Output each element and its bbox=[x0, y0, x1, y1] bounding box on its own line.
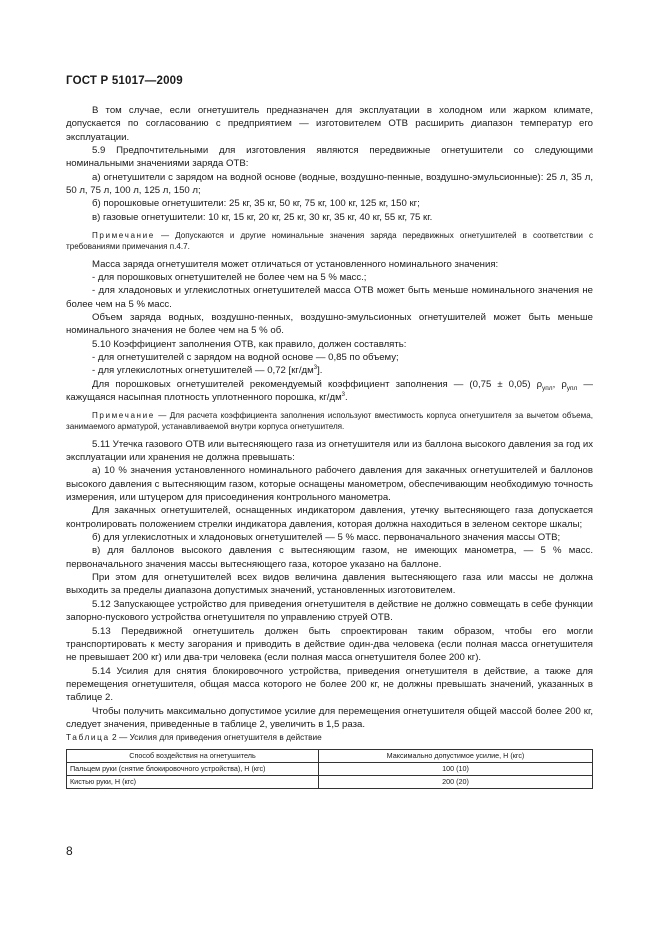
list-item: - для хладоновых и углекислотных огнетушителей масса ОТВ может быть меньше номинального значения не более чем на 5 % масс. bbox=[66, 285, 593, 310]
table-cell: 100 (10) bbox=[319, 762, 593, 775]
list-item-a: а) огнетушители с зарядом на водной основе (водные, воздушно-пенные, воздушно-эмульсионные): 25 л, 35 л, 50 л, 75 л, 100 л, 125 л, 150 л; bbox=[66, 171, 593, 197]
list-item bbox=[66, 364, 593, 377]
list-item-c: в) для баллонов высокого давления с вытесняющим газом, не имеющих манометра, — 5 % масс. первоначального значения массы вытесняющего газа, которое указано на баллоне. bbox=[66, 545, 593, 570]
section-5-11: 5.11 Утечка газового ОТВ или вытесняющего газа из огнетушителя или из баллона высокого давления за год их эксплуатации или хранения не должна превышать: bbox=[66, 438, 593, 464]
text-run: Для порошковых огнетушителей рекомендуемый коэффициент заполнения — (0,75 ± 0,05) ρ bbox=[92, 378, 543, 390]
paragraph: Чтобы получить максимально допустимое усилие для перемещения огнетушителя общей массой более 200 кг, следует значения, приведенные в таблице 2, увеличить в 1,5 раза. bbox=[66, 705, 593, 730]
paragraph: При этом для огнетушителей всех видов величина давления вытесняющего газа или массы не должна выходить за пределы диапазона допустимых значений, установленных изготовителем. bbox=[66, 572, 593, 597]
paragraph: Масса заряда огнетушителя может отличаться от установленного номинального значения: bbox=[92, 258, 499, 270]
note bbox=[66, 410, 593, 432]
subscript: упл bbox=[542, 384, 553, 392]
list-item: - для огнетушителей с зарядом на водной основе — 0,85 по объему; bbox=[92, 351, 399, 363]
paragraph: В том случае, если огнетушитель предназначен для эксплуатации в холодном или жарком климате, допускается по согласованию с предприятием — изготовителем ОТВ расширить диапазон температур его эксплуатации. bbox=[66, 105, 593, 143]
table-header-cell: Способ воздействия на огнетушитель bbox=[67, 749, 319, 762]
list-item-a: а) 10 % значения установленного номинального рабочего давления для закачных огнетушителей и баллонов высокого давления с вытесняющим газом, которые оснащены манометром, обеспечивающим необходимую точность измерения, или штуцером для присоединения контрольного манометра. bbox=[66, 465, 593, 504]
table-cell: Пальцем руки (снятие блокировочного устройства), Н (кгс) bbox=[67, 762, 319, 775]
table-caption-text: — Усилия для приведения огнетушителя в действие bbox=[116, 732, 322, 743]
note-label: Примечание bbox=[92, 231, 155, 241]
section-5-9: 5.9 Предпочтительными для изготовления являются передвижные огнетушители со следующими номинальными значениями заряда ОТВ: bbox=[66, 145, 593, 170]
note bbox=[66, 230, 593, 252]
text-run: ]. bbox=[317, 365, 323, 377]
paragraph bbox=[66, 378, 593, 405]
section-5-10: 5.10 Коэффициент заполнения ОТВ, как правило, должен составлять: bbox=[92, 338, 407, 350]
table-row bbox=[67, 775, 593, 788]
superscript: 3 bbox=[341, 391, 346, 398]
list-item-b: б) порошковые огнетушители: 25 кг, 35 кг, 50 кг, 75 кг, 100 кг, 125 кг, 150 кг; bbox=[92, 198, 420, 210]
table-number: 2 bbox=[109, 732, 117, 743]
table-header-row bbox=[67, 749, 593, 762]
list-item: - для порошковых огнетушителей не более чем на 5 % масс.; bbox=[92, 271, 367, 283]
text-run: — кажущаяся насыпная плотность уплотненного порошка, кг/дм bbox=[66, 378, 593, 403]
section-5-14: 5.14 Усилия для снятия блокировочного устройства, приведения огнетушителя в действие, а также для перемещения огнетушителя, общая масса которого не более 200 кг, не должны превышать значений, указанных в таблице 2. bbox=[66, 665, 593, 704]
section-5-13: 5.13 Передвижной огнетушитель должен быть спроектирован таким образом, чтобы его могли транспортировать к месту загорания и приводить в действие один-два человека (если полная масса огнетушителя не превышает 200 кг) или два-три человека (если полная масса огнетушителя более 200 кг). bbox=[66, 625, 593, 664]
list-item-c: в) газовые огнетушители: 10 кг, 15 кг, 20 кг, 25 кг, 30 кг, 35 кг, 40 кг, 55 кг, 75 кг. bbox=[92, 211, 433, 223]
paragraph: Для закачных огнетушителей, оснащенных индикатором давления, утечку вытесняющего газа допускается контролировать положением стрелки индикатора давления, которая должна находиться в зеленом секторе шкалы; bbox=[66, 505, 593, 530]
text-run: . bbox=[345, 391, 348, 403]
note-label: Примечание bbox=[92, 411, 155, 421]
subscript: упл bbox=[566, 384, 578, 392]
table-cell: Кистью руки, Н (кгс) bbox=[67, 775, 319, 788]
text-run: - для углекислотных огнетушителей — 0,72 [кг/дм bbox=[92, 365, 314, 377]
table-header-cell: Максимально допустимое усилие, Н (кгс) bbox=[319, 749, 593, 762]
superscript: 3 bbox=[313, 365, 318, 372]
document-body bbox=[66, 104, 593, 789]
table-label: Таблица bbox=[66, 732, 110, 743]
list-item-b: б) для углекислотных и хладоновых огнетушителей — 5 % масс. первоначального значения массы ОТВ; bbox=[92, 532, 561, 544]
section-5-12: 5.12 Запускающее устройство для приведения огнетушителя в действие не должно совмещать в себе функции запорно-пускового устройства огнетушителя по управлению струей ОТВ. bbox=[66, 598, 593, 624]
table-row bbox=[67, 762, 593, 775]
table-caption bbox=[66, 731, 593, 744]
note-text: — Допускаются и другие номинальные значения заряда передвижных огнетушителей в соответствии с требованиями примечания п.4.7. bbox=[66, 231, 593, 252]
table-cell: 200 (20) bbox=[319, 775, 593, 788]
paragraph: Объем заряда водных, воздушно-пенных, воздушно-эмульсионных огнетушителей может быть меньше номинального значения не более чем на 5 % об. bbox=[66, 311, 593, 337]
text-run: , ρ bbox=[552, 378, 567, 390]
page-number: 8 bbox=[66, 844, 73, 858]
forces-table bbox=[66, 749, 593, 789]
document-header: ГОСТ Р 51017—2009 bbox=[66, 75, 183, 87]
note-text: — Для расчета коэффициента заполнения используют вместимость корпуса огнетушителя за вычетом объема, занимаемого арматурой, устанавливаемой внутри корпуса огнетушителя. bbox=[66, 411, 593, 432]
